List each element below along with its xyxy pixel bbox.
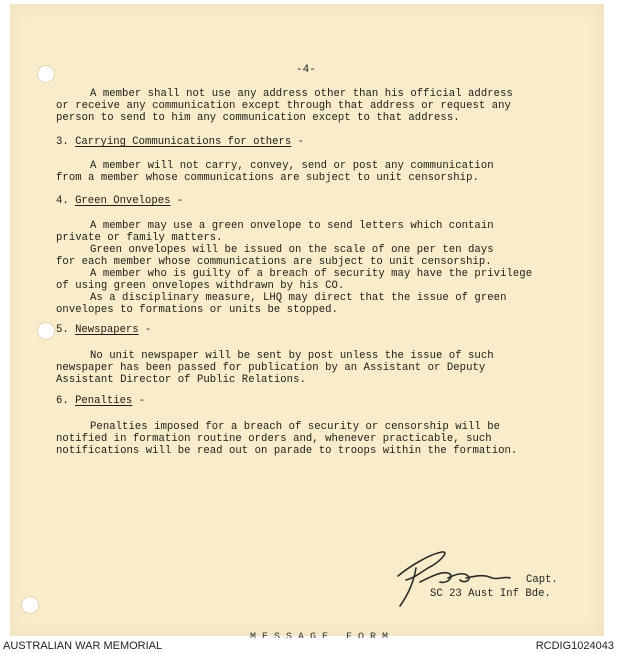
- footer: [0, 638, 618, 654]
- section-number: 6.: [56, 395, 69, 407]
- section-title: Green Onvelopes: [75, 195, 171, 207]
- intro-line: or receive any communication except through that address or request any: [56, 100, 511, 112]
- page-number: -4-: [296, 64, 316, 76]
- section-line: from a member whose communications are subject to unit censorship.: [56, 172, 479, 184]
- document-page: [10, 4, 604, 636]
- section-heading: 5. Newspapers -: [56, 324, 152, 336]
- section-line: Penalties imposed for a breach of security or censorship will be: [90, 421, 501, 433]
- section-line: newspaper has been passed for publication by an Assistant or Deputy: [56, 362, 486, 374]
- section-line: A member may use a green onvelope to send letters which contain: [90, 220, 494, 232]
- section-heading: 6. Penalties -: [56, 395, 146, 407]
- section-line: notifications will be read out on parade to troops within the formation.: [56, 445, 518, 457]
- section-line: A member who is guilty of a breach of security may have the privilege: [90, 268, 533, 280]
- section-line: As a disciplinary measure, LHQ may direct that the issue of green: [90, 292, 507, 304]
- signature-rank: Capt.: [526, 574, 558, 586]
- signature-block: [380, 548, 580, 618]
- section-line: A member will not carry, convey, send or post any communication: [90, 160, 494, 172]
- intro-line: A member shall not use any address other than his official address: [90, 88, 513, 100]
- section-line: for each member whose communications are subject to unit censorship.: [56, 256, 492, 268]
- section-line: No unit newspaper will be sent by post unless the issue of such: [90, 350, 494, 362]
- punch-hole-middle: [37, 322, 55, 340]
- section-line: Assistant Director of Public Relations.: [56, 374, 306, 386]
- section-number: 3.: [56, 136, 69, 148]
- signature-position: SC 23 Aust Inf Bde.: [430, 588, 551, 600]
- footer-record-id: RCDIG1024043: [535, 640, 614, 652]
- section-line: of using green onvelopes withdrawn by his CO.: [56, 280, 345, 292]
- section-title: Carrying Communications for others: [75, 136, 292, 148]
- footer-credit: AUSTRALIAN WAR MEMORIAL: [3, 640, 163, 652]
- section-title: Penalties: [75, 395, 133, 407]
- section-title: Newspapers: [75, 324, 139, 336]
- section-line: private or family matters.: [56, 232, 223, 244]
- section-heading: 4. Green Onvelopes -: [56, 195, 184, 207]
- section-line: Green onvelopes will be issued on the scale of one per ten days: [90, 244, 494, 256]
- section-line: onvelopes to formations or units be stopped.: [56, 304, 338, 316]
- section-number: 4.: [56, 195, 69, 207]
- section-heading: 3. Carrying Communications for others -: [56, 136, 304, 148]
- section-line: notified in formation routine orders and, whenever practicable, such: [56, 433, 492, 445]
- punch-hole-top: [37, 65, 55, 83]
- punch-hole-bottom: [21, 596, 39, 614]
- section-number: 5.: [56, 324, 69, 336]
- intro-line: person to send to him any communication except to that address.: [56, 112, 460, 124]
